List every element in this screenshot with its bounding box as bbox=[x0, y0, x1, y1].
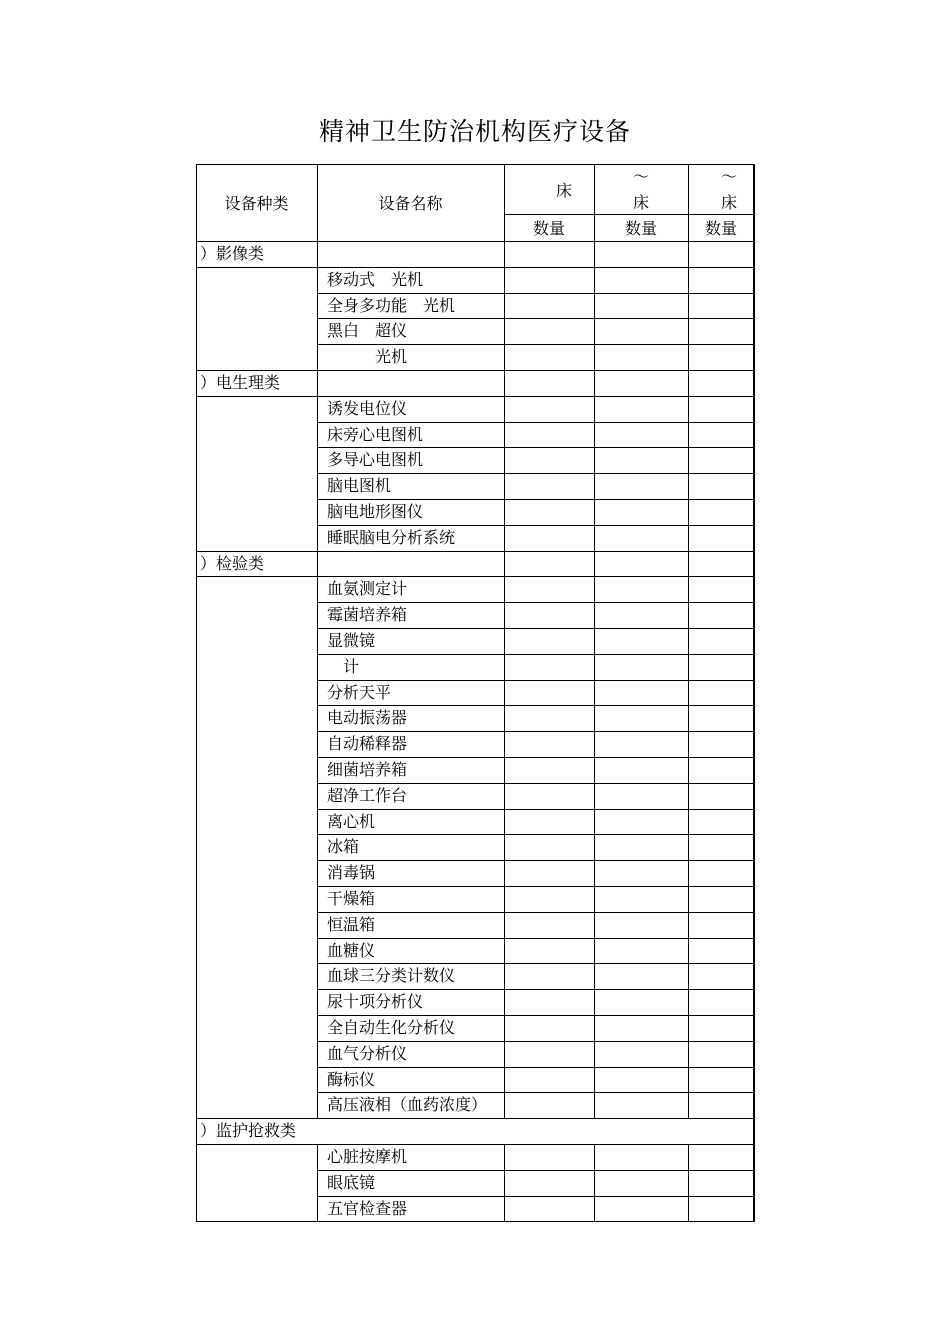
table-rule bbox=[594, 783, 595, 809]
table-rule bbox=[504, 576, 505, 602]
table-rule bbox=[504, 731, 505, 757]
table-rule bbox=[504, 447, 505, 473]
table-rule bbox=[317, 164, 318, 241]
equipment-name: 细菌培养箱 bbox=[327, 760, 408, 779]
table-rule bbox=[196, 241, 754, 242]
table-rule bbox=[688, 551, 689, 577]
table-rule bbox=[317, 602, 318, 628]
equipment-name: 干燥箱 bbox=[327, 889, 376, 908]
table-rule bbox=[504, 551, 505, 577]
table-rule bbox=[594, 1067, 595, 1093]
equipment-name: 尿十项分析仪 bbox=[327, 992, 424, 1012]
category-row-label: ）监护抢救类 bbox=[200, 1121, 297, 1141]
table-rule bbox=[688, 628, 689, 654]
equipment-name: 血气分析仪 bbox=[327, 1043, 408, 1063]
table-rule bbox=[504, 912, 505, 938]
table-rule bbox=[594, 525, 595, 551]
table-rule bbox=[594, 267, 595, 293]
table-rule bbox=[504, 214, 754, 215]
table-rule bbox=[504, 628, 505, 654]
table-rule bbox=[317, 938, 318, 964]
table-rule bbox=[688, 809, 689, 835]
table-rule bbox=[688, 396, 689, 422]
table-rule bbox=[594, 963, 595, 989]
table-rule bbox=[688, 1170, 689, 1196]
table-rule bbox=[594, 886, 595, 912]
table-rule bbox=[594, 551, 595, 577]
table-rule bbox=[504, 963, 505, 989]
equipment-name: 脑电图机 bbox=[327, 476, 392, 496]
table-rule bbox=[594, 344, 595, 370]
table-rule bbox=[504, 680, 505, 706]
table-rule bbox=[688, 1015, 689, 1041]
table-rule bbox=[504, 1170, 505, 1196]
header-tier-3-bed: 床 bbox=[720, 193, 737, 212]
table-rule bbox=[504, 757, 505, 783]
table-rule bbox=[688, 886, 689, 912]
table-rule bbox=[688, 989, 689, 1015]
table-rule bbox=[688, 1067, 689, 1093]
qty-label-2: 数量 bbox=[624, 219, 657, 238]
table-rule bbox=[594, 1144, 595, 1170]
equipment-name: 床旁心电图机 bbox=[327, 424, 424, 444]
equipment-name: 恒温箱 bbox=[327, 914, 376, 934]
table-rule bbox=[594, 576, 595, 602]
table-rule bbox=[594, 422, 595, 448]
table-rule bbox=[688, 938, 689, 964]
table-rule bbox=[504, 1067, 505, 1093]
table-rule bbox=[196, 1144, 754, 1145]
table-rule bbox=[317, 293, 318, 319]
table-rule bbox=[196, 1221, 754, 1222]
equipment-name: 诱发电位仪 bbox=[327, 398, 408, 418]
table-rule bbox=[317, 912, 318, 938]
table-rule bbox=[594, 731, 595, 757]
table-rule bbox=[688, 860, 689, 886]
table-rule bbox=[317, 757, 318, 783]
equipment-name: 离心机 bbox=[327, 811, 376, 831]
table-rule bbox=[504, 654, 505, 680]
table-rule bbox=[317, 447, 318, 473]
equipment-name: 电动振荡器 bbox=[327, 708, 408, 728]
table-rule bbox=[688, 447, 689, 473]
table-rule bbox=[594, 499, 595, 525]
table-rule bbox=[317, 551, 318, 577]
table-rule bbox=[594, 396, 595, 422]
table-rule bbox=[504, 293, 505, 319]
table-rule bbox=[196, 164, 754, 165]
table-rule bbox=[688, 422, 689, 448]
table-rule bbox=[317, 1092, 318, 1118]
table-rule bbox=[688, 783, 689, 809]
equipment-name: 高压液相（血药浓度） bbox=[327, 1095, 488, 1115]
table-rule bbox=[594, 164, 595, 241]
table-rule bbox=[504, 473, 505, 499]
table-rule bbox=[317, 680, 318, 706]
table-rule bbox=[196, 551, 754, 552]
table-rule bbox=[688, 705, 689, 731]
table-rule bbox=[688, 1144, 689, 1170]
table-rule bbox=[504, 886, 505, 912]
equipment-name: 超净工作台 bbox=[327, 785, 408, 805]
table-rule bbox=[504, 860, 505, 886]
table-rule bbox=[504, 989, 505, 1015]
table-rule bbox=[688, 731, 689, 757]
table-rule bbox=[594, 602, 595, 628]
table-rule bbox=[317, 499, 318, 525]
table-rule bbox=[317, 705, 318, 731]
equipment-name: 光机 bbox=[327, 347, 408, 367]
table-rule bbox=[688, 1041, 689, 1067]
table-rule bbox=[594, 1015, 595, 1041]
table-rule bbox=[594, 860, 595, 886]
equipment-name: 五官检查器 bbox=[327, 1198, 408, 1218]
table-rule bbox=[688, 318, 689, 344]
equipment-name: 睡眠脑电分析系统 bbox=[327, 527, 456, 547]
table-rule bbox=[504, 1041, 505, 1067]
table-rule bbox=[594, 1170, 595, 1196]
table-rule bbox=[594, 473, 595, 499]
table-rule bbox=[196, 576, 754, 577]
table-rule bbox=[688, 1196, 689, 1222]
table-rule bbox=[594, 938, 595, 964]
equipment-name: 血球三分类计数仪 bbox=[327, 966, 456, 986]
table-rule bbox=[317, 576, 318, 602]
table-rule bbox=[688, 293, 689, 319]
table-rule bbox=[196, 267, 754, 268]
table-rule bbox=[594, 1196, 595, 1222]
table-rule bbox=[317, 1170, 318, 1196]
equipment-name: 心脏按摩机 bbox=[327, 1147, 408, 1166]
category-row-label: ）检验类 bbox=[200, 553, 265, 573]
table-rule bbox=[504, 499, 505, 525]
table-rule bbox=[196, 164, 197, 1222]
table-rule bbox=[504, 705, 505, 731]
table-rule bbox=[504, 938, 505, 964]
header-tier-3-tilde: ～ bbox=[720, 167, 737, 186]
table-rule bbox=[688, 267, 689, 293]
table-rule bbox=[317, 783, 318, 809]
table-rule bbox=[504, 834, 505, 860]
table-rule bbox=[504, 241, 505, 267]
page-title: 精神卫生防治机构医疗设备 bbox=[318, 117, 631, 146]
table-rule bbox=[504, 422, 505, 448]
table-rule bbox=[317, 989, 318, 1015]
table-rule bbox=[594, 989, 595, 1015]
table-rule bbox=[504, 1196, 505, 1222]
table-rule bbox=[688, 963, 689, 989]
table-rule bbox=[594, 1092, 595, 1118]
table-rule bbox=[317, 473, 318, 499]
table-rule bbox=[688, 473, 689, 499]
table-rule bbox=[317, 963, 318, 989]
equipment-name: 多导心电图机 bbox=[327, 450, 424, 470]
table-rule bbox=[317, 1144, 318, 1170]
equipment-name: 移动式 光机 bbox=[327, 269, 424, 289]
equipment-name: 全身多功能 光机 bbox=[327, 295, 456, 315]
table-rule bbox=[688, 164, 689, 241]
table-rule bbox=[688, 344, 689, 370]
qty-label-3: 数量 bbox=[704, 219, 737, 238]
header-tier-1-bed: 床 bbox=[555, 181, 572, 200]
table-rule bbox=[504, 1144, 505, 1170]
table-rule bbox=[594, 447, 595, 473]
table-rule bbox=[688, 241, 689, 267]
table-rule bbox=[317, 344, 318, 370]
table-rule bbox=[594, 370, 595, 396]
table-rule bbox=[317, 654, 318, 680]
table-rule bbox=[504, 396, 505, 422]
table-rule bbox=[594, 757, 595, 783]
equipment-name: 冰箱 bbox=[327, 837, 360, 857]
table-rule bbox=[504, 318, 505, 344]
table-rule bbox=[688, 576, 689, 602]
table-rule bbox=[317, 1067, 318, 1093]
table-rule bbox=[594, 628, 595, 654]
table-rule bbox=[594, 1041, 595, 1067]
equipment-name: 黑白 超仪 bbox=[327, 321, 408, 341]
table-rule bbox=[317, 1196, 318, 1222]
table-rule bbox=[317, 422, 318, 448]
table-rule bbox=[504, 164, 505, 241]
table-rule bbox=[317, 318, 318, 344]
equipment-name: 眼底镜 bbox=[327, 1172, 376, 1192]
table-rule bbox=[504, 809, 505, 835]
table-rule bbox=[688, 834, 689, 860]
table-rule bbox=[196, 396, 754, 397]
table-rule bbox=[504, 783, 505, 809]
table-rule bbox=[317, 809, 318, 835]
table-rule bbox=[504, 1092, 505, 1118]
table-rule bbox=[317, 370, 318, 396]
equipment-name: 酶标仪 bbox=[327, 1069, 376, 1089]
equipment-name: 全自动生化分析仪 bbox=[327, 1018, 456, 1037]
table-rule bbox=[317, 1015, 318, 1041]
table-rule bbox=[317, 1041, 318, 1067]
table-rule bbox=[688, 680, 689, 706]
table-rule bbox=[594, 834, 595, 860]
equipment-name: 自动稀释器 bbox=[327, 734, 408, 754]
equipment-name: 计 bbox=[327, 656, 360, 676]
table-rule bbox=[594, 318, 595, 344]
table-rule bbox=[504, 1015, 505, 1041]
table-rule bbox=[317, 834, 318, 860]
equipment-name: 血氨测定计 bbox=[327, 579, 408, 599]
equipment-name: 显微镜 bbox=[327, 631, 376, 650]
table-rule bbox=[594, 680, 595, 706]
category-row-label: ）影像类 bbox=[200, 244, 265, 263]
table-rule bbox=[317, 886, 318, 912]
table-rule bbox=[504, 602, 505, 628]
table-rule bbox=[317, 628, 318, 654]
table-rule bbox=[504, 267, 505, 293]
table-rule bbox=[317, 525, 318, 551]
table-rule bbox=[317, 396, 318, 422]
header-tier-2-bed: 床 bbox=[632, 193, 649, 212]
equipment-name: 脑电地形图仪 bbox=[327, 502, 424, 521]
table-rule bbox=[688, 1092, 689, 1118]
table-rule bbox=[688, 757, 689, 783]
table-rule bbox=[594, 241, 595, 267]
header-tier-2-tilde: ～ bbox=[632, 167, 649, 186]
table-rule bbox=[688, 602, 689, 628]
table-rule bbox=[594, 293, 595, 319]
equipment-name: 消毒锅 bbox=[327, 863, 376, 883]
table-rule bbox=[594, 912, 595, 938]
table-rule bbox=[317, 860, 318, 886]
table-rule bbox=[594, 654, 595, 680]
header-name: 设备名称 bbox=[378, 194, 443, 213]
table-rule bbox=[196, 370, 754, 371]
qty-label-1: 数量 bbox=[532, 219, 565, 238]
table-rule bbox=[196, 1118, 754, 1119]
table-rule bbox=[504, 525, 505, 551]
table-rule bbox=[594, 809, 595, 835]
table-rule bbox=[317, 241, 318, 267]
table-rule bbox=[688, 654, 689, 680]
table-rule bbox=[688, 370, 689, 396]
table-rule bbox=[754, 164, 755, 1222]
equipment-name: 分析天平 bbox=[327, 682, 392, 702]
header-category: 设备种类 bbox=[224, 194, 289, 213]
table-rule bbox=[317, 731, 318, 757]
table-rule bbox=[504, 344, 505, 370]
table-rule bbox=[688, 499, 689, 525]
table-rule bbox=[688, 912, 689, 938]
equipment-name: 霉菌培养箱 bbox=[327, 605, 408, 625]
category-row-label: ）电生理类 bbox=[200, 373, 281, 392]
table-rule bbox=[594, 705, 595, 731]
equipment-table bbox=[196, 164, 755, 1222]
table-rule bbox=[317, 267, 318, 293]
equipment-name: 血糖仪 bbox=[327, 940, 376, 960]
table-rule bbox=[504, 370, 505, 396]
table-rule bbox=[688, 525, 689, 551]
